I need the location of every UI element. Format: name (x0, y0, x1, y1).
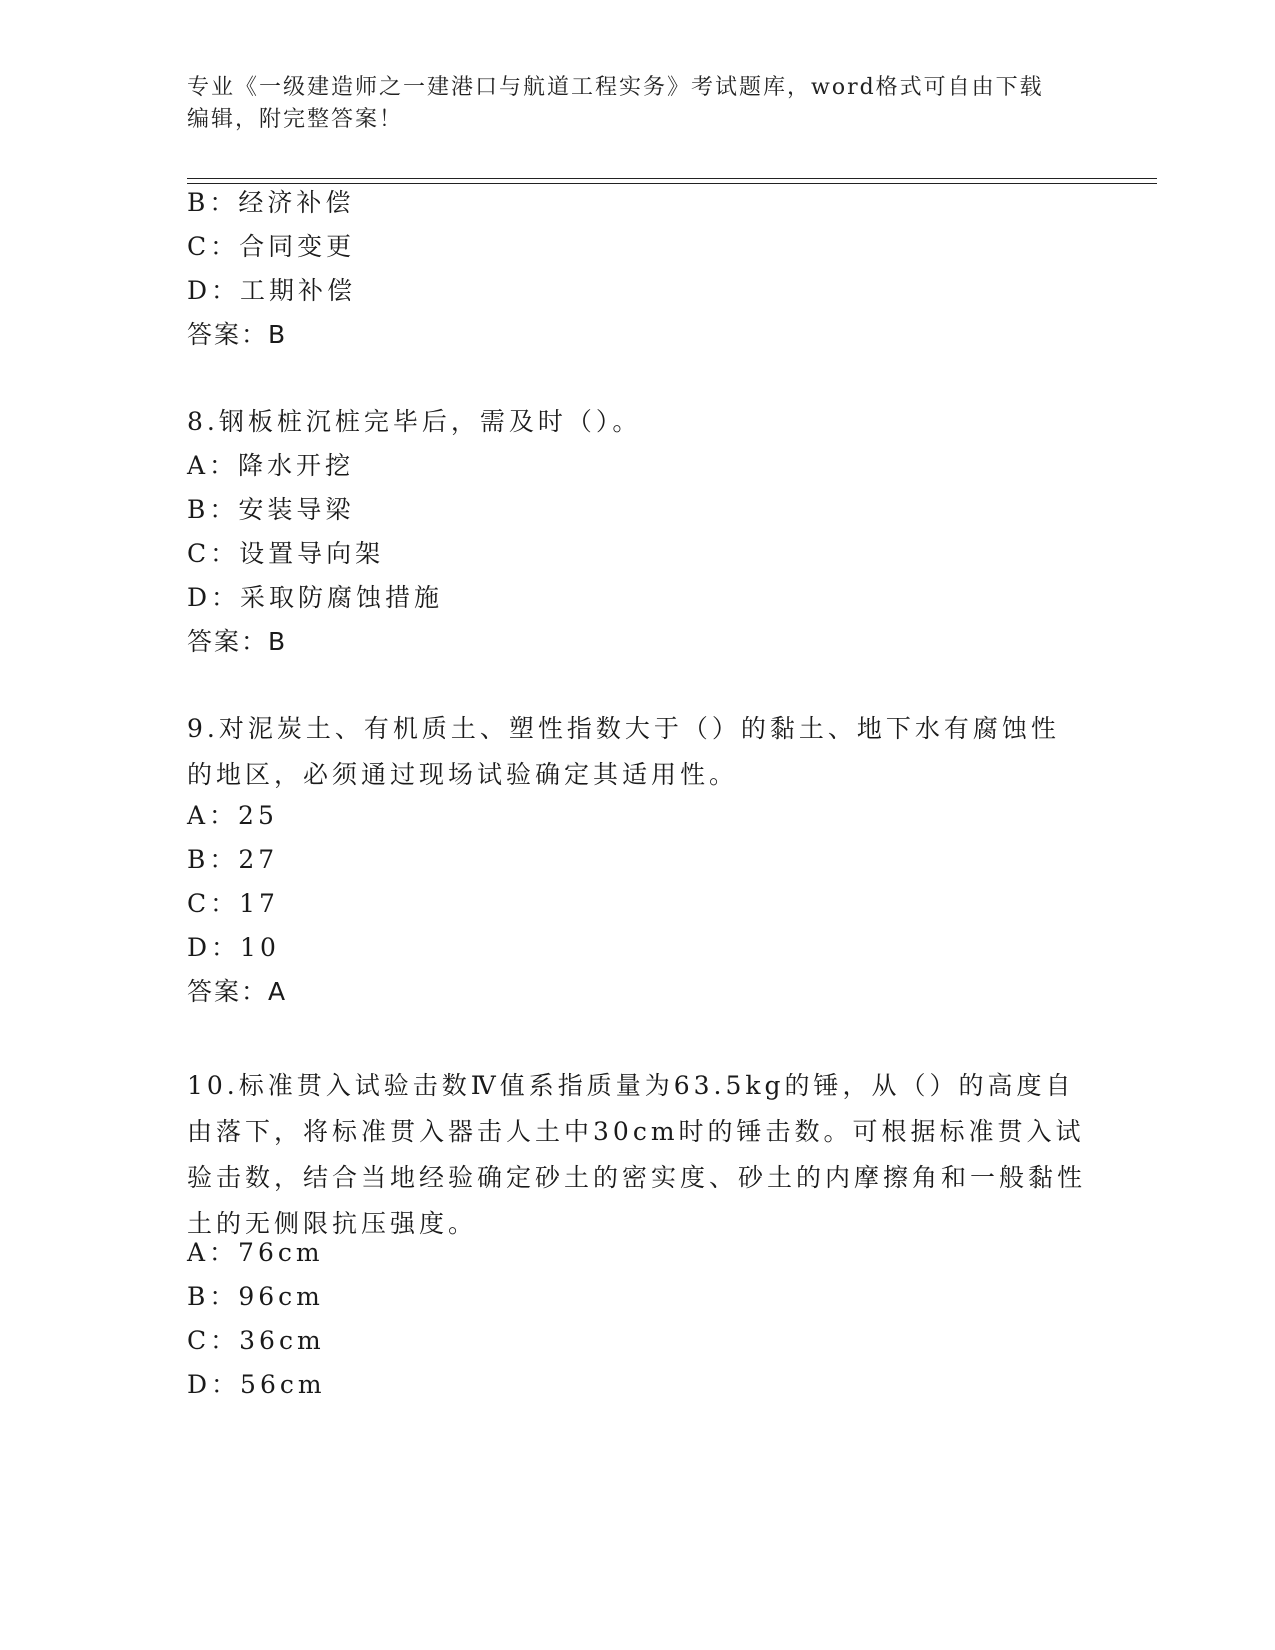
header-divider-top (187, 178, 1157, 179)
q10-option-d: D：56cm (187, 1370, 326, 1399)
q7-option-b: B：经济补偿 (187, 188, 355, 217)
q8-option-b: B：安装导梁 (187, 495, 355, 524)
q8-option-c: C：设置导向架 (187, 539, 385, 568)
q7-option-d: D：工期补偿 (187, 276, 357, 305)
q9-option-d: D：10 (187, 933, 280, 962)
q10-option-a: A：76cm (187, 1238, 324, 1267)
q9-answer: 答案：A (187, 977, 288, 1006)
header-divider-bottom (187, 183, 1157, 184)
q8-stem: 8.钢板桩沉桩完毕后，需及时（）。 (187, 407, 642, 436)
q10-stem: 10.标准贯入试验击数Ⅳ值系指质量为63.5kg的锤，从（）的高度自由落下，将标准贯入器击人土中30cm时的锤击数。可根据标准贯入试验击数，结合当地经验确定砂土的密实度、砂土的内摩擦角和一般黏性土的无侧限抗压强度。 (187, 1071, 1087, 1238)
q8-option-a: A：降水开挖 (187, 451, 355, 480)
q10-option-b: B：96cm (187, 1282, 324, 1311)
q7-option-c: C：合同变更 (187, 232, 356, 261)
q9-option-a: A：25 (187, 801, 278, 830)
q8-option-d: D：采取防腐蚀措施 (187, 583, 444, 612)
q10-option-c: C：36cm (187, 1326, 325, 1355)
q9-option-b: B：27 (187, 845, 279, 874)
q9-option-c: C：17 (187, 889, 279, 918)
q9-stem: 9.对泥炭土、有机质土、塑性指数大于（）的黏土、地下水有腐蚀性的地区，必须通过现场试验确定其适用性。 (187, 714, 1060, 789)
document-header: 专业《一级建造师之一建港口与航道工程实务》考试题库，word格式可自由下载编辑，附完整答案！ (187, 75, 1044, 132)
q8-answer: 答案：B (187, 627, 288, 656)
q7-answer: 答案：B (187, 320, 288, 349)
